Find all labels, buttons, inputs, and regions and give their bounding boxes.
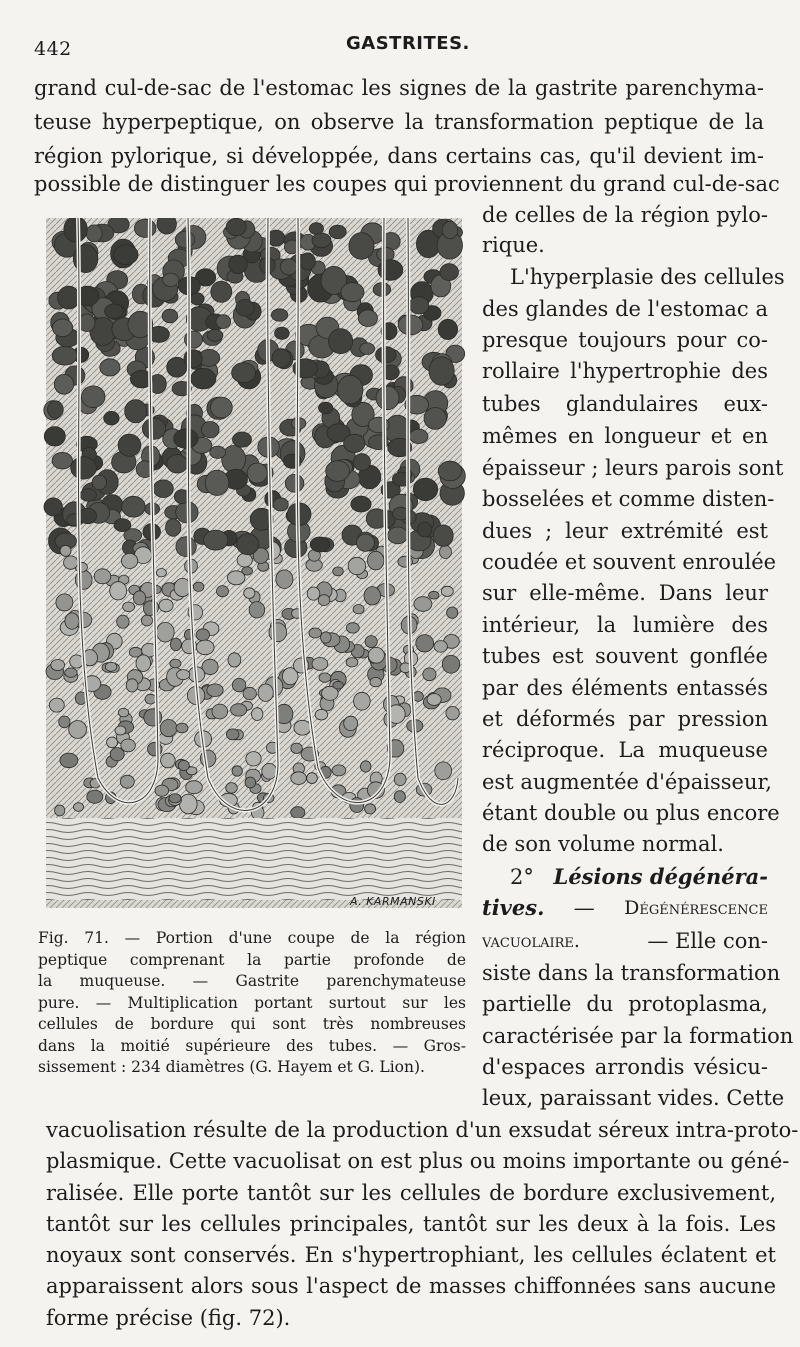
cell xyxy=(271,309,287,321)
caption-line: cellules de bordure qui sont très nombreuses xyxy=(38,1015,466,1033)
running-title: GASTRITES. xyxy=(346,33,470,54)
cell xyxy=(354,692,371,710)
text-line: tubes glandulaires eux- xyxy=(482,392,768,416)
text-line: sur elle-même. Dans leur xyxy=(482,581,768,605)
cell xyxy=(275,327,290,339)
text-line: intérieur, la lumière des xyxy=(482,613,768,637)
em-dash: — xyxy=(573,896,595,920)
cell xyxy=(176,723,188,733)
cell xyxy=(71,457,97,479)
text-line: de celles de la région pylo- xyxy=(482,203,768,227)
cell xyxy=(118,434,141,456)
cell xyxy=(346,658,358,667)
cell xyxy=(319,402,333,414)
text-line: siste dans la transformation xyxy=(482,961,781,985)
cell xyxy=(48,401,64,418)
cell xyxy=(438,319,457,339)
cell xyxy=(201,422,219,438)
cell xyxy=(307,773,318,784)
cell xyxy=(134,219,156,237)
cell xyxy=(204,530,228,550)
cell xyxy=(365,636,377,648)
cell xyxy=(216,315,231,329)
text-fragment: — Elle con- xyxy=(647,929,768,953)
cell xyxy=(178,760,189,770)
histology-illustration xyxy=(38,218,470,920)
caption-line: peptique comprenant la partie profonde de xyxy=(38,950,466,969)
smallcaps-term: Dégénérescence xyxy=(624,897,768,919)
cell xyxy=(157,622,175,642)
section-heading-line xyxy=(482,893,768,923)
cell xyxy=(368,647,384,663)
text-line: forme précise (fig. 72). xyxy=(46,1306,291,1330)
cell xyxy=(163,273,179,286)
cell xyxy=(79,508,97,523)
cell xyxy=(367,551,384,570)
cell xyxy=(294,720,311,735)
text-line: épaisseur ; leurs parois sont xyxy=(482,456,784,480)
cell xyxy=(207,330,223,342)
cell xyxy=(117,615,129,628)
cell xyxy=(280,259,297,275)
cell xyxy=(58,286,80,309)
cell xyxy=(398,315,423,335)
cell xyxy=(329,329,353,354)
cell xyxy=(100,359,120,376)
cell xyxy=(227,571,245,585)
cell xyxy=(65,613,79,629)
cell xyxy=(409,297,429,314)
cell xyxy=(318,595,330,606)
cell xyxy=(258,684,273,701)
cell xyxy=(44,427,65,446)
cell xyxy=(309,628,322,638)
cell xyxy=(246,752,261,766)
cell xyxy=(427,694,441,706)
cell xyxy=(433,525,453,546)
cell xyxy=(276,570,293,589)
text-line: d'espaces arrondis vésicu- xyxy=(482,1055,768,1079)
cell xyxy=(273,498,288,511)
cell xyxy=(429,591,439,599)
cell xyxy=(142,418,165,439)
cell xyxy=(429,357,454,386)
cell xyxy=(252,708,263,721)
cell xyxy=(80,489,96,502)
cell xyxy=(196,640,214,655)
caption-line: la muqueuse. — Gastrite parenchymateuse xyxy=(38,972,466,990)
cell xyxy=(207,684,223,697)
section-number: 2° xyxy=(510,865,534,889)
text-line: ralisée. Elle porte tantôt sur les cellules de bordure exclusivement, xyxy=(46,1181,776,1205)
cell xyxy=(344,716,358,730)
text-line: L'hyperplasie des cellules xyxy=(510,265,785,289)
cell xyxy=(87,790,103,803)
text-line: vacuolisation résulte de la production d'un exsudat séreux intra-proto- xyxy=(46,1118,799,1142)
cell xyxy=(226,729,239,740)
text-line: rollaire l'hypertrophie des xyxy=(482,359,768,383)
cell xyxy=(360,343,375,355)
cell xyxy=(333,567,344,576)
cell xyxy=(170,638,181,651)
cell xyxy=(418,522,432,537)
cell xyxy=(212,704,228,719)
cell xyxy=(107,737,118,748)
cell xyxy=(329,225,346,239)
cell xyxy=(210,446,226,458)
cell xyxy=(291,807,305,819)
cell xyxy=(123,602,135,612)
cell xyxy=(245,777,256,788)
cell xyxy=(228,653,241,667)
cell xyxy=(269,623,287,642)
cell xyxy=(394,791,405,803)
cell xyxy=(69,721,87,739)
cell xyxy=(81,386,105,408)
text-line: possible de distinguer les coupes qui proviennent du grand cul-de-sac xyxy=(34,172,780,196)
cell xyxy=(360,761,371,772)
cell xyxy=(300,253,316,270)
cell xyxy=(249,602,265,618)
cell xyxy=(231,704,247,716)
cell xyxy=(64,556,78,569)
cell xyxy=(190,293,204,305)
cell xyxy=(353,605,364,614)
section-heading xyxy=(510,862,768,892)
cell xyxy=(176,537,196,557)
cell xyxy=(156,569,166,577)
text-line: dues ; leur extrémité est xyxy=(482,519,768,543)
cell xyxy=(44,498,62,516)
cell xyxy=(446,707,459,720)
cell xyxy=(51,660,65,671)
cell xyxy=(177,670,190,680)
artist-signature: A. KARMANSKI xyxy=(350,895,436,908)
caption-line: sissement : 234 diamètres (G. Hayem et G. Lion). xyxy=(38,1058,425,1076)
cell xyxy=(438,461,462,481)
page-number: 442 xyxy=(34,38,72,60)
cell xyxy=(79,314,95,332)
muscularis-layer xyxy=(46,818,462,900)
cell xyxy=(193,582,204,591)
text-line: grand cul-de-sac de l'estomac les signes de la gastrite parenchyma- xyxy=(34,76,764,100)
cell xyxy=(414,597,432,612)
cell xyxy=(60,545,71,556)
text-line: par des éléments entassés xyxy=(482,676,768,700)
text-line: coudée et souvent enroulée xyxy=(482,550,777,574)
cell xyxy=(326,461,350,482)
text-line: tubes est souvent gonflée xyxy=(482,644,768,668)
cell xyxy=(413,478,437,501)
text-line: teuse hyperpeptique, on observe la transformation peptique de la xyxy=(34,110,764,134)
cell xyxy=(55,805,65,816)
text-line: plasmique. Cette vacuolisat on est plus ou moins importante ou géné- xyxy=(46,1149,790,1173)
cell xyxy=(125,400,147,423)
cell xyxy=(409,429,428,443)
cell xyxy=(166,519,181,536)
cell xyxy=(312,658,328,671)
cell xyxy=(434,641,447,653)
cell xyxy=(262,763,277,779)
cell xyxy=(333,681,343,689)
cell xyxy=(232,678,246,691)
cell xyxy=(159,599,173,612)
cell xyxy=(344,434,365,452)
cell xyxy=(370,677,382,686)
cell xyxy=(157,218,176,234)
cell xyxy=(126,679,138,692)
cell xyxy=(217,586,229,597)
text-line: apparaissent alors sous l'aspect de masses chiffonnées sans aucune xyxy=(46,1274,776,1298)
cell xyxy=(350,798,364,813)
text-line: de son volume normal. xyxy=(482,832,724,856)
text-line: bosselées et comme disten- xyxy=(482,487,775,511)
cell xyxy=(60,753,78,768)
cell xyxy=(442,221,458,238)
cell xyxy=(49,698,64,712)
cell xyxy=(105,662,117,671)
cell xyxy=(92,475,106,490)
section-heading-part: Lésions dégénéra- xyxy=(553,864,768,889)
cell xyxy=(365,804,376,814)
cell xyxy=(169,794,181,803)
cell xyxy=(332,765,346,776)
cell xyxy=(56,594,73,611)
cell xyxy=(232,363,256,383)
text-line: tantôt sur les cellules principales, tantôt sur les deux à la fois. Les xyxy=(46,1212,776,1236)
cell xyxy=(312,233,331,248)
cell xyxy=(447,607,458,618)
cell xyxy=(424,408,446,430)
text-line: est augmentée d'épaisseur, xyxy=(482,770,772,794)
text-line: des glandes de l'estomac a xyxy=(482,297,768,321)
cell xyxy=(229,255,248,273)
cell xyxy=(442,655,459,673)
cell xyxy=(184,350,202,368)
text-line: étant double ou plus encore xyxy=(482,801,780,825)
cell xyxy=(349,233,374,260)
cell xyxy=(233,432,252,447)
cell xyxy=(211,281,232,302)
cell xyxy=(321,632,332,643)
cell xyxy=(59,716,70,728)
cell xyxy=(441,586,453,596)
cell xyxy=(307,587,320,600)
cell xyxy=(114,245,139,265)
cell xyxy=(191,368,216,389)
cell xyxy=(160,720,177,737)
cell xyxy=(291,772,307,785)
smallcaps-term: vacuolaire. xyxy=(482,930,580,952)
cell xyxy=(155,785,169,796)
section-heading-line xyxy=(482,926,768,956)
text-line: mêmes en longueur et en xyxy=(482,424,768,448)
cell xyxy=(394,773,406,785)
text-line: région pylorique, si développée, dans certains cas, qu'il devient im- xyxy=(34,144,764,168)
cell xyxy=(351,496,371,512)
cell xyxy=(356,534,374,551)
cell xyxy=(310,537,329,552)
figure-caption xyxy=(38,928,466,1079)
cell xyxy=(291,743,303,753)
cell xyxy=(423,668,436,681)
cell xyxy=(440,264,459,281)
cell xyxy=(186,781,203,794)
cell xyxy=(416,635,434,652)
text-line: partielle du protoplasma, xyxy=(482,992,768,1016)
cell xyxy=(205,470,229,495)
cell xyxy=(341,283,364,302)
cell xyxy=(122,496,145,517)
cell xyxy=(388,527,408,544)
cell xyxy=(114,519,131,532)
caption-line: pure. — Multiplication portant surtout sur les xyxy=(38,993,466,1012)
cell xyxy=(136,655,151,672)
cell xyxy=(211,397,233,418)
cell xyxy=(348,557,366,574)
section-heading-part: tives. xyxy=(482,895,545,920)
cell xyxy=(115,726,126,735)
cell xyxy=(232,766,242,776)
cell xyxy=(315,709,328,720)
cell xyxy=(244,588,255,599)
cell xyxy=(364,587,381,605)
cell xyxy=(145,694,156,704)
text-line: leux, paraissant vides. Cette xyxy=(482,1086,785,1110)
cell xyxy=(65,668,77,677)
cell xyxy=(319,673,331,682)
cell xyxy=(237,553,252,567)
cell xyxy=(52,452,72,469)
text-line: réciproque. La muqueuse xyxy=(482,738,768,762)
cell xyxy=(133,591,145,605)
cell xyxy=(161,753,176,768)
cell xyxy=(52,319,72,337)
cell xyxy=(94,569,111,584)
cell xyxy=(435,762,452,780)
cell xyxy=(120,775,134,788)
text-line: rique. xyxy=(482,233,545,257)
cell xyxy=(346,623,359,633)
text-line: caractérisée par la formation xyxy=(482,1024,794,1048)
cell xyxy=(64,218,87,242)
text-line: noyaux sont conservés. En s'hypertrophiant, les cellules éclatent et xyxy=(46,1243,776,1267)
cell xyxy=(358,310,377,327)
text-line: presque toujours pour co- xyxy=(482,328,768,352)
cell xyxy=(236,299,254,316)
cell xyxy=(285,474,304,492)
cell xyxy=(175,231,194,248)
cell xyxy=(86,225,102,242)
cell xyxy=(170,659,181,668)
cell xyxy=(70,655,84,668)
cell xyxy=(247,463,267,483)
cell xyxy=(118,708,128,717)
cell xyxy=(54,374,73,394)
cell xyxy=(440,545,452,558)
cell xyxy=(237,534,259,555)
cell xyxy=(353,454,370,471)
cell xyxy=(110,748,124,761)
cell xyxy=(110,582,127,600)
cell xyxy=(226,783,238,794)
text-line: et déformés par pression xyxy=(482,707,768,731)
cell xyxy=(272,349,291,368)
cell xyxy=(196,629,209,641)
caption-line: dans la moitié supérieure des tubes. — Gros- xyxy=(38,1036,466,1055)
cell xyxy=(376,386,399,410)
cell xyxy=(153,480,173,498)
cell xyxy=(74,803,84,812)
cell xyxy=(52,346,77,365)
cell xyxy=(141,615,152,626)
cell xyxy=(174,429,198,448)
cell xyxy=(121,553,137,568)
cell xyxy=(337,375,363,404)
cell xyxy=(162,309,178,323)
cell xyxy=(180,794,198,814)
cell xyxy=(105,304,124,318)
caption-line: Fig. 71. — Portion d'une coupe de la région xyxy=(38,929,466,947)
cell xyxy=(167,455,188,473)
cell xyxy=(104,411,119,425)
cell xyxy=(226,218,246,235)
